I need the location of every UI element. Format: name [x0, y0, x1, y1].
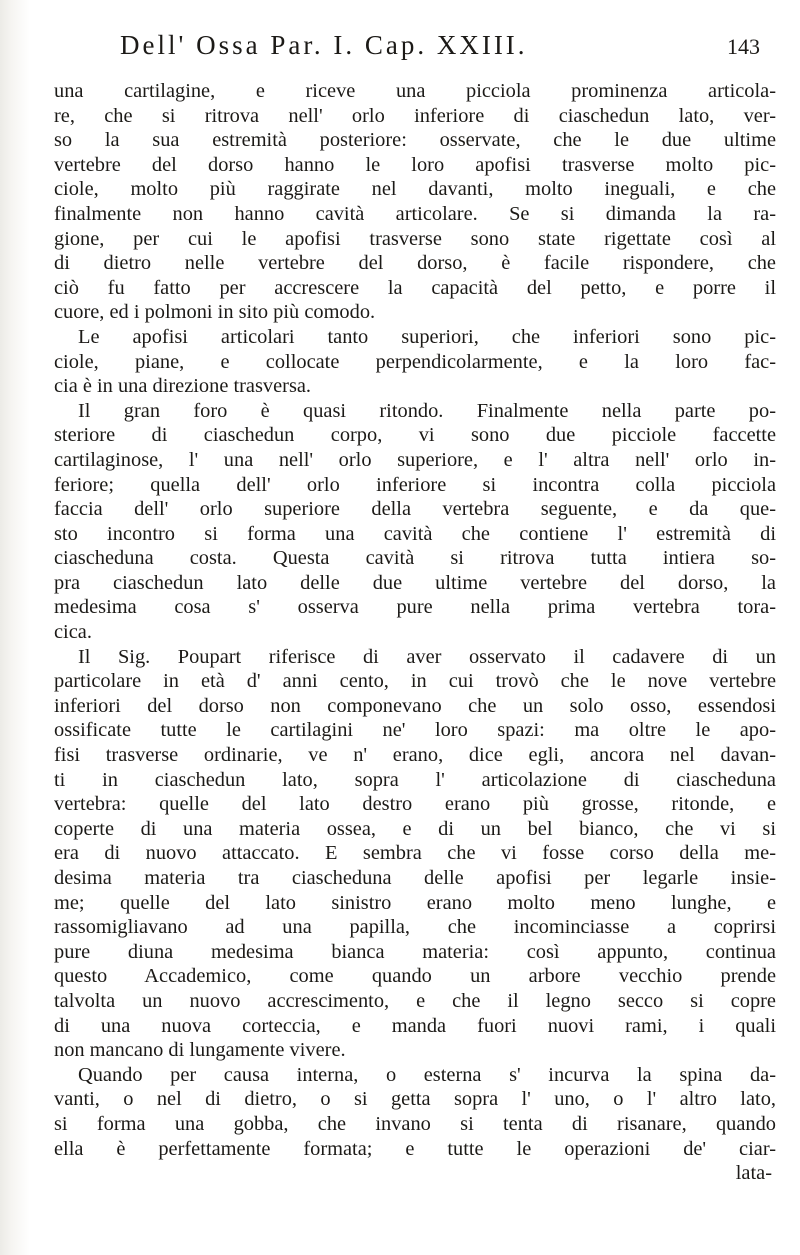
text-line: pra ciaschedun lato delle due ultime vertebre del dorso, la [54, 571, 776, 594]
text-line: steriore di ciaschedun corpo, vi sono due picciole faccette [54, 424, 776, 447]
text-line: so la sua estremità posteriore: osservate, che le due ultime [54, 129, 776, 152]
text-line: sto incontro si forma una cavità che contiene l' estremità di [54, 522, 776, 545]
body-text [54, 79, 776, 1186]
text-line: feriore; quella dell' orlo inferiore si incontra colla picciola [54, 473, 776, 496]
text-line: ciascheduna costa. Questa cavità si ritrova tutta intiera so- [54, 547, 776, 570]
text-line: me; quelle del lato sinistro erano molto meno lunghe, e [54, 891, 776, 914]
text-line: pure diuna medesima bianca materia: così appunto, continua [54, 940, 776, 963]
text-line: fisi trasverse ordinarie, ve n' erano, dice egli, ancora nel davan- [54, 744, 776, 767]
page-header [120, 30, 760, 70]
page-edge-shadow [0, 0, 30, 1255]
text-line: gione, per cui le apofisi trasverse sono state rigettate così al [54, 227, 776, 250]
text-line: faccia dell' orlo superiore della vertebra seguente, e da que- [54, 498, 776, 521]
text-line: questo Accademico, come quando un arbore vecchio prende [54, 965, 776, 988]
text-line: ossificate tutte le cartilagini ne' loro spazi: ma oltre le apo- [54, 719, 776, 742]
text-line: cia è in una direzione trasversa. [54, 375, 312, 398]
text-line: ciò fu fatto per accrescere la capacità del petto, e porre il [54, 276, 776, 299]
text-line: vanti, o nel di dietro, o si getta sopra l' uno, o l' altro lato, [54, 1088, 776, 1111]
text-line: desima materia tra ciascheduna delle apofisi per legarle insie- [54, 867, 776, 889]
text-line: di dietro nelle vertebre del dorso, è facile rispondere, che [54, 252, 776, 275]
text-line: era di nuovo attaccato. E sembra che vi fosse corso della me- [54, 842, 776, 865]
text-line: cuore, ed i polmoni in sito più comodo. [54, 301, 376, 324]
text-line: si forma una gobba, che invano si tenta di risanare, quando [54, 1112, 776, 1135]
text-line: ciole, piane, e collocate perpendicolarmente, e la loro fac- [54, 350, 776, 373]
text-line: vertebre del dorso hanno le loro apofisi trasverse molto pic- [54, 153, 776, 176]
text-line: ella è perfettamente formata; e tutte le operazioni de' ciar- [54, 1137, 776, 1160]
text-line: finalmente non hanno cavità articolare. Se si dimanda la ra- [54, 202, 776, 225]
text-line: Quando per causa interna, o esterna s' incurva la spina da- [78, 1063, 776, 1086]
catchword: lata- [735, 1162, 772, 1185]
text-line: rassomigliavano ad una papilla, che incominciasse a coprirsi [54, 916, 776, 939]
text-line: particolare in età d' anni cento, in cui trovò che le nove vertebre [54, 670, 776, 693]
text-line: inferiori del dorso non componevano che un solo osso, essendosi [54, 694, 776, 717]
text-line: Le apofisi articolari tanto superiori, che inferiori sono pic- [78, 325, 776, 348]
page-number: 143 [727, 34, 760, 59]
text-line: Il Sig. Poupart riferisce di aver osservato il cadavere di un [78, 645, 776, 668]
text-line: talvolta un nuovo accrescimento, e che il legno secco si copre [54, 989, 776, 1012]
text-line: coperte di una materia ossea, e di un bel bianco, che vi si [54, 817, 776, 840]
text-line: di una nuova corteccia, e manda fuori nuovi rami, i quali [54, 1014, 776, 1037]
text-line: vertebra: quelle del lato destro erano più grosse, ritonde, e [54, 793, 776, 816]
text-line: re, che si ritrova nell' orlo inferiore di ciaschedun lato, ver- [54, 104, 776, 127]
text-line: non mancano di lungamente vivere. [54, 1039, 346, 1062]
running-head: Dell' Ossa Par. I. Cap. XXIII. [120, 30, 528, 60]
text-line: ti in ciaschedun lato, sopra l' articolazione di ciascheduna [54, 768, 776, 791]
text-line: cica. [54, 621, 92, 644]
text-line: ciole, molto più raggirate nel davanti, molto ineguali, e che [54, 178, 776, 201]
text-line: Il gran foro è quasi ritondo. Finalmente nella parte po- [78, 399, 776, 422]
text-line: medesima cosa s' osserva pure nella prima vertebra tora- [54, 596, 776, 619]
text-line: una cartilagine, e riceve una picciola prominenza articola- [54, 80, 776, 102]
text-line: cartilaginose, l' una nell' orlo superiore, e l' altra nell' orlo in- [54, 448, 776, 471]
